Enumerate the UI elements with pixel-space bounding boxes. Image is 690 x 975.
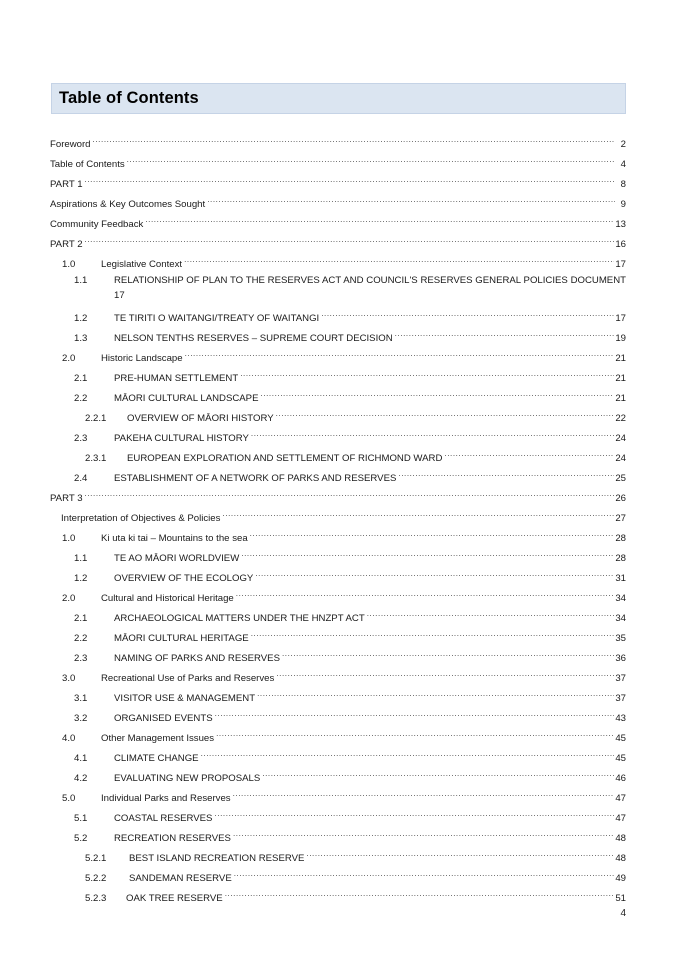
toc-entry-page: 43: [615, 713, 626, 724]
toc-entry-title: ARCHAEOLOGICAL MATTERS UNDER THE HNZPT ACT: [114, 613, 365, 624]
toc-entry-network-parks[interactable]: [74, 467, 626, 484]
toc-entry-overview-maori-history[interactable]: [85, 407, 626, 424]
toc-entry-oak-tree[interactable]: [85, 887, 626, 904]
toc-entry-title: Individual Parks and Reserves: [101, 793, 231, 804]
toc-entry-table-of-contents[interactable]: [50, 153, 626, 170]
toc-entry-number: 4.0: [62, 733, 76, 744]
toc-entry-coastal-reserves[interactable]: [74, 807, 626, 824]
toc-entry-number: 1.2: [74, 573, 88, 584]
toc-entry-title: SANDEMAN RESERVE: [129, 873, 232, 884]
toc-entry-individual-parks[interactable]: [62, 787, 626, 804]
toc-entry-ki-uta-ki-tai[interactable]: [62, 527, 626, 544]
leader-dots: [201, 747, 615, 761]
toc-entry-european-exploration[interactable]: [85, 447, 626, 464]
toc-entry-number: 2.3.1: [85, 453, 107, 464]
leader-dots: [240, 367, 614, 381]
toc-entry-number: 2.1: [74, 373, 88, 384]
toc-entry-title: NELSON TENTHS RESERVES – SUPREME COURT DECISION: [114, 333, 393, 344]
toc-entry-page: 49: [615, 873, 626, 884]
page-title: Table of Contents: [59, 89, 199, 107]
toc-entry-page: 48: [615, 853, 626, 864]
toc-entry-page: 2: [620, 139, 626, 150]
toc-entry-page: 21: [615, 393, 626, 404]
toc-entry-title: EVALUATING NEW PROPOSALS: [114, 773, 261, 784]
toc-entry-number: 2.3: [74, 653, 88, 664]
toc-entry-title: Interpretation of Objectives & Policies: [61, 513, 221, 524]
toc-entry-page: 46: [615, 773, 626, 784]
toc-entry-page: 37: [615, 673, 626, 684]
toc-entry-page: 17: [615, 259, 626, 270]
toc-entry-title: Ki uta ki tai – Mountains to the sea: [101, 533, 248, 544]
toc-entry-maori-landscape[interactable]: [74, 387, 626, 404]
toc-entry-number: 1.0: [62, 259, 76, 270]
toc-entry-page: 45: [615, 753, 626, 764]
toc-entry-title: TE TIRITI O WAITANGI/TREATY OF WAITANGI: [114, 313, 320, 324]
toc-entry-title: PAKEHA CULTURAL HISTORY: [114, 433, 249, 444]
toc-entry-title: Cultural and Historical Heritage: [101, 593, 234, 604]
toc-entry-page: 35: [615, 633, 626, 644]
toc-entry-page: 47: [615, 793, 626, 804]
toc-entry-maori-heritage[interactable]: [74, 627, 626, 644]
toc-entry-title: OAK TREE RESERVE: [126, 893, 223, 904]
toc-entry-number: 2.2: [74, 393, 88, 404]
toc-entry-part-3[interactable]: [50, 487, 626, 504]
toc-entry-page: 17: [615, 313, 626, 324]
leader-dots: [444, 447, 614, 461]
leader-dots: [257, 687, 614, 701]
leader-dots: [85, 233, 615, 247]
toc-entry-number: 5.2: [74, 833, 88, 844]
toc-entry-page: 51: [615, 893, 626, 904]
toc-entry-page: 13: [615, 219, 626, 230]
toc-entry-number: 1.0: [62, 533, 76, 544]
toc-heading-bar: [51, 83, 626, 114]
leader-dots: [207, 193, 615, 207]
toc-entry-nelson-tenths[interactable]: [74, 327, 626, 344]
toc-entry-number: 4.1: [74, 753, 88, 764]
leader-dots: [233, 787, 615, 801]
toc-entry-page: 21: [615, 353, 626, 364]
leader-dots: [251, 627, 615, 641]
leader-dots: [255, 567, 614, 581]
leader-dots: [276, 407, 615, 421]
toc-entry-recreation-reserves[interactable]: [74, 827, 626, 844]
toc-entry-title: PART 3: [50, 493, 83, 504]
toc-entry-title: Community Feedback: [50, 219, 144, 230]
toc-entry-number: 5.2.3: [85, 893, 107, 904]
toc-entry-historic-landscape[interactable]: [62, 347, 626, 364]
toc-entry-te-tiriti[interactable]: [74, 307, 626, 324]
toc-entry-number: 3.0: [62, 673, 76, 684]
toc-entry-organised-events[interactable]: [74, 707, 626, 724]
toc-entry-visitor-use[interactable]: [74, 687, 626, 704]
toc-entry-page: 45: [615, 733, 626, 744]
toc-entry-number: 1.2: [74, 313, 88, 324]
toc-entry-title: Recreational Use of Parks and Reserves: [101, 673, 275, 684]
leader-dots: [250, 527, 615, 541]
toc-entry-number: 2.0: [62, 593, 76, 604]
leader-dots: [225, 887, 615, 901]
toc-entry-title: BEST ISLAND RECREATION RESERVE: [129, 853, 305, 864]
toc-entry-number: 3.2: [74, 713, 88, 724]
toc-entry-page: 4: [620, 159, 626, 170]
toc-entry-title: RELATIONSHIP OF PLAN TO THE RESERVES ACT AND COUNCIL'S RESERVES GENERAL POLICIES DOCUMENT: [114, 275, 626, 286]
leader-dots: [85, 173, 615, 187]
leader-dots: [185, 347, 615, 361]
toc-entry-number: 1.1: [74, 275, 88, 286]
toc-entry-title: MĀORI CULTURAL HERITAGE: [114, 633, 249, 644]
toc-entry-best-island[interactable]: [85, 847, 626, 864]
leader-dots: [93, 133, 615, 147]
toc-entry-page: 26: [615, 493, 626, 504]
toc-entry-page: 27: [615, 513, 626, 524]
toc-entry-number: 5.1: [74, 813, 88, 824]
toc-entry-page: 31: [615, 573, 626, 584]
toc-entry-number: 1.3: [74, 333, 88, 344]
toc-entry-page: 36: [615, 653, 626, 664]
leader-dots: [222, 507, 614, 521]
toc-entry-page: 34: [615, 593, 626, 604]
toc-entry-title: MĀORI CULTURAL LANDSCAPE: [114, 393, 259, 404]
toc-entry-title: RECREATION RESERVES: [114, 833, 231, 844]
toc-entry-number: 1.1: [74, 553, 88, 564]
leader-dots: [127, 153, 615, 167]
toc-entry-page: 28: [615, 533, 626, 544]
leader-dots: [145, 213, 614, 227]
toc-entry-page: 28: [615, 553, 626, 564]
toc-entry-page: 9: [620, 199, 626, 210]
toc-entry-number: 5.2.1: [85, 853, 107, 864]
toc-entry-number: 3.1: [74, 693, 88, 704]
toc-entry-page: 17: [114, 290, 125, 301]
toc-entry-ecology[interactable]: [74, 567, 626, 584]
toc-entry-page: 21: [615, 373, 626, 384]
leader-dots: [184, 253, 614, 267]
toc-entry-archaeological[interactable]: [74, 607, 626, 624]
toc-entry-title: Historic Landscape: [101, 353, 183, 364]
toc-entry-title: PRE-HUMAN SETTLEMENT: [114, 373, 239, 384]
toc-entry-aspirations[interactable]: [50, 193, 626, 210]
leader-dots: [85, 487, 615, 501]
toc-entry-number: 4.2: [74, 773, 88, 784]
toc-entry-number: 5.0: [62, 793, 76, 804]
toc-entry-number: 5.2.2: [85, 873, 107, 884]
toc-entry-title: Aspirations & Key Outcomes Sought: [50, 199, 206, 210]
toc-entry-title: Legislative Context: [101, 259, 183, 270]
toc-entry-title: OVERVIEW OF THE ECOLOGY: [114, 573, 254, 584]
toc-entry-page: 24: [615, 453, 626, 464]
toc-entry-part-2[interactable]: [50, 233, 626, 250]
toc-entry-title: Table of Contents: [50, 159, 125, 170]
toc-entry-te-ao-maori[interactable]: [74, 547, 626, 564]
toc-entry-pre-human[interactable]: [74, 367, 626, 384]
toc-entry-title: ORGANISED EVENTS: [114, 713, 213, 724]
leader-dots: [236, 587, 615, 601]
leader-dots: [251, 427, 614, 441]
toc-entry-page: 8: [620, 179, 626, 190]
toc-entry-title: TE AO MĀORI WORLDVIEW: [114, 553, 240, 564]
toc-entry-recreational-use[interactable]: [62, 667, 626, 684]
toc-entry-part-1[interactable]: [50, 173, 626, 190]
toc-entry-interpretation[interactable]: [61, 507, 626, 524]
leader-dots: [216, 727, 614, 741]
toc-entry-pakeha-history[interactable]: [74, 427, 626, 444]
toc-entry-page: 25: [615, 473, 626, 484]
leader-dots: [306, 847, 614, 861]
toc-entry-page: 37: [615, 693, 626, 704]
toc-entry-page: 48: [615, 833, 626, 844]
leader-dots: [214, 807, 614, 821]
toc-entry-page: 47: [615, 813, 626, 824]
leader-dots: [262, 767, 614, 781]
toc-entry-number: 2.2.1: [85, 413, 107, 424]
toc-entry-title: CLIMATE CHANGE: [114, 753, 199, 764]
toc-entry-title: VISITOR USE & MANAGEMENT: [114, 693, 256, 704]
leader-dots: [276, 667, 614, 681]
leader-dots: [395, 327, 615, 341]
toc-entry-foreword[interactable]: [50, 133, 626, 150]
toc-entry-page: 16: [615, 239, 626, 250]
toc-entry-number: 2.2: [74, 633, 88, 644]
leader-dots: [215, 707, 615, 721]
leader-dots: [241, 547, 614, 561]
toc-entry-number: 2.1: [74, 613, 88, 624]
toc-entry-community-feedback[interactable]: [50, 213, 626, 230]
page-number: 4: [620, 908, 626, 919]
toc-entry-cultural-heritage[interactable]: [62, 587, 626, 604]
toc-entry-title: NAMING OF PARKS AND RESERVES: [114, 653, 280, 664]
toc-entry-title: Foreword: [50, 139, 91, 150]
leader-dots: [367, 607, 615, 621]
leader-dots: [260, 387, 614, 401]
leader-dots: [321, 307, 614, 321]
toc-entry-title: ESTABLISHMENT OF A NETWORK OF PARKS AND RESERVES: [114, 473, 397, 484]
toc-entry-evaluating-proposals[interactable]: [74, 767, 626, 784]
toc-entry-number: 2.4: [74, 473, 88, 484]
leader-dots: [398, 467, 614, 481]
toc-entry-page: 19: [615, 333, 626, 344]
toc-entry-title: PART 2: [50, 239, 83, 250]
toc-entry-number: 2.3: [74, 433, 88, 444]
toc-entry-legislative-context[interactable]: [62, 253, 626, 270]
toc-entry-page: 22: [615, 413, 626, 424]
leader-dots: [234, 867, 615, 881]
toc-entry-title: EUROPEAN EXPLORATION AND SETTLEMENT OF RICHMOND WARD: [127, 453, 443, 464]
toc-entry-title: OVERVIEW OF MĀORI HISTORY: [127, 413, 274, 424]
toc-entry-page: 34: [615, 613, 626, 624]
toc-entry-title: Other Management Issues: [101, 733, 215, 744]
toc-entry-sandeman[interactable]: [85, 867, 626, 884]
toc-entry-number: 2.0: [62, 353, 76, 364]
toc-entry-naming[interactable]: [74, 647, 626, 664]
toc-entry-title: PART 1: [50, 179, 83, 190]
leader-dots: [233, 827, 614, 841]
toc-entry-title: COASTAL RESERVES: [114, 813, 213, 824]
leader-dots: [282, 647, 614, 661]
toc-entry-page: 24: [615, 433, 626, 444]
toc-entry-other-management[interactable]: [62, 727, 626, 744]
toc-entry-climate-change[interactable]: [74, 747, 626, 764]
